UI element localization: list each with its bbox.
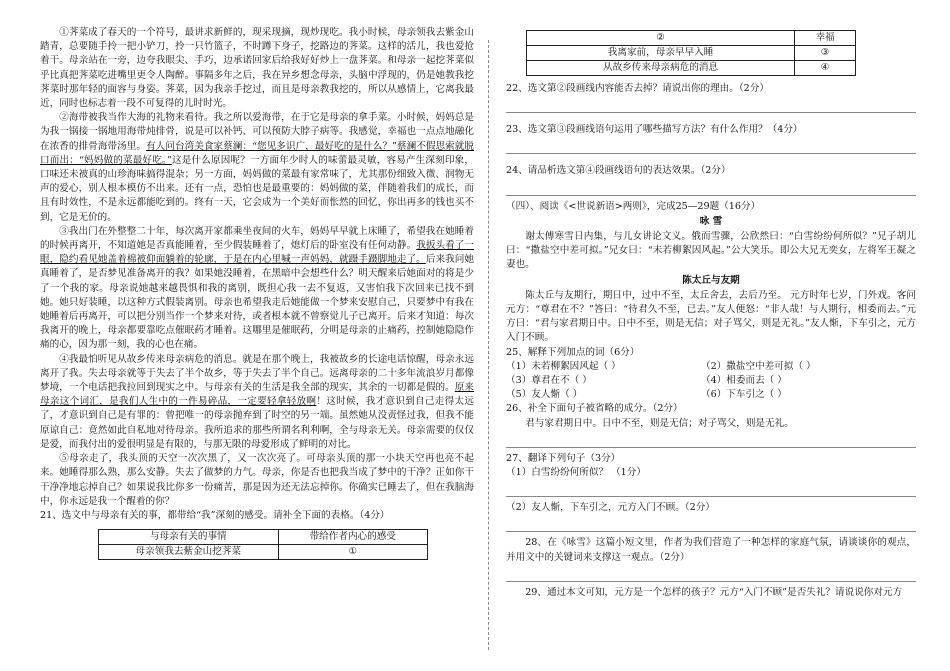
question-25-row	[506, 360, 916, 374]
paragraph-1: ①荠菜成了春天的一个符号，最讲求新鲜的，现采现摘，现炒现吃。我小时候，母亲领我去紫金山踏青，总要随手拎一把小铲刀，拎一只竹篮子，不时蹲下身子，挖路边的荠菜。这样的活儿，我也爱抢着干。母亲站在一旁，边夸我眼尖、手巧，边承诺回家后给我好好炒上一盘荠菜。和母亲一起挖荠菜似乎比真把荠菜吃进嘴里更令人陶醉。事隔多年之后，我在异乡想念母亲，头脑中浮现的，仍是她教我挖荠菜时那年轻的面容与身姿。荠菜，因为我亲手挖过，而且是母亲教我挖的，所以从感情上，它离我最近，同时也标志着一段不可复得的儿时时光。	[40, 27, 474, 110]
question-25: 25、解释下列加点的词（6分）	[506, 346, 640, 358]
question-26-text: 君与家君期日中。日中不至，则是无信；对子骂父，则是无礼。	[525, 417, 794, 429]
table-header-cell: 带给作者内心的感受	[278, 530, 427, 545]
paragraph-3-text-a: ③我出门在外整整二十年，每次离开家都乘坐夜间的火车，妈妈早早就上床睡了，希望我在她睡着的时候再离开，不知道她是否真能睡着，至少假装睡着了，熄灯后的卧室没有任何动静。	[40, 225, 474, 252]
section-4-heading: （四）、阅读《<世说新语>两则》，完成25—29题（16分）	[506, 200, 761, 212]
paragraph-3-text-b: 后来我问她真睡着了，是否梦见准备离开的我？如果她没睡着，在黑暗中会想些什么？明天醒来后她面对的将是少了一个我的家。母亲说她越来越畏惧和我的离别，既担心我一去不复返，又害怕我下次回来已找不到她。她只好装睡，以这种方式假装离别。母亲也希望我走后她能做一个梦来安慰自己，只要梦中有我在她睡着后再离开，可以把分别当作一个梦来对待，或者根本就不曾察觉儿子已离开。后来才知道：每次我离开的晚上，母亲都要靠吃点催眠药才睡着。这哪里是催眠药，分明是母亲的止痛药，控制她隐隐作痛的心，因为那一刻，我的心也在痛。	[40, 254, 475, 351]
table-cell: ②	[527, 31, 795, 46]
table-header-row	[99, 530, 428, 545]
question-25-row	[506, 374, 916, 388]
paragraph-2-underlined: 有人问台湾美食家蔡澜：“您见多识广，最好吃的是什么？”蔡澜不假思索就脱口而出：“妈妈做的菜最好吃。”	[40, 140, 475, 166]
answer-line[interactable]	[506, 565, 916, 582]
paragraph-2-text-a: ②海带被我当作大海的礼物来看待。我之所以爱海带，在于它是母亲的拿手菜。小时候，妈妈总是为我一锅接一锅地用海带炖排骨，说是可以补钙、可以预防大脖子病等。我感觉，幸福也一点点地融化在浓香的排骨海带汤里。	[40, 112, 474, 152]
question-25-item: （3）尊君在不（ ）	[506, 375, 592, 387]
paragraph-2-text-b: 这是什么原因呢？一方面年少时人的味蕾最灵敏，容易产生深刻印象，口味还未被真的山珍海味搞得混杂；另一方面，妈妈做的菜最有家常味了，尤其那份细致入微、润物无声的爱心，别人根本模仿不出来。还有一点，恐怕也是最重要的：妈妈做的菜，伴随着我们的成长，而且有时效性，不是永远都能吃到的。终有一天，它会成为一个美好而怅然的回忆，你出再多的钱也买不到，它是无价的。	[40, 154, 475, 223]
left-column	[40, 26, 474, 560]
question-25-item: （2）撒盐空中差可拟（ ）	[701, 360, 816, 372]
table-cell: ③	[795, 46, 856, 61]
question-25-item: （5）友人惭（ ）	[506, 389, 583, 401]
question-28: 28、在《咏雪》这篇小短文里，作者为我们营造了一种怎样的家庭气氛，请谈谈你的观点，并用文中的关键词来支撑这一观点。（2分）	[506, 537, 916, 563]
right-column	[506, 26, 916, 600]
answer-line[interactable]	[506, 515, 916, 532]
text-yongxue: 谢太傅寒雪日内集，与儿女讲论文义。俄而雪骤，公欣然曰：“白雪纷纷何所似？”兄子胡儿曰：“撒盐空中差可拟。”兄女曰：“未若柳絮因风起。”公大笑乐。即公大兄无奕女，左将军王凝之妻也。	[506, 231, 916, 271]
table-q21-left	[98, 529, 428, 560]
table-cell: 母亲领我去紫金山挖荠菜	[99, 545, 279, 560]
paragraph-4-text-b: ！这时候，我才意识到自己走得太远了，才意识到自己是有罪的：曾把唯一的母亲抛弃到了时空的另一端。虽然她从没责怪过我，但我不能原谅自己：竟然如此自私地对待母亲。我所追求的那些所谓名利利啊，全与母亲无关。母亲需要的仅仅是爱，而我付出的爱很明显是有限的，与那无限的母爱形成了鲜明的对比。	[40, 396, 475, 450]
question-23: 23、选文第③段画线语句运用了哪些描写方法？有什么作用？（4分）	[506, 124, 803, 136]
question-25-item: （1）未若柳絮因风起（ ）	[506, 360, 621, 372]
question-27: 27、翻译下列句子（3分）	[506, 452, 621, 464]
question-22: 22、选文第②段画线内容能否去掉？请说出你的理由。（2分）	[506, 83, 769, 94]
table-cell: ①	[278, 545, 427, 560]
table-row	[99, 545, 428, 560]
table-cell: 我离家前，母亲早早入睡	[527, 46, 795, 61]
text-title-yongxue: 咏 雪	[699, 215, 723, 227]
paragraph-4-text-a: ④我最怕听见从故乡传来母亲病危的消息。就是在那个晚上，我被故乡的长途电话惊醒，母亲永远离开了我。失去母亲就等于失去了半个故乡，等于失去了半个自己。远离母亲的二十多年流浪岁月都像梦境，一个电话把我拉回到现实之中。与母亲有关的生活是我全部的现实，其余的一切都是假的。	[40, 353, 474, 394]
question-27-1: （1）白雪纷纷何所似？ （1分）	[506, 467, 646, 479]
paragraph-2	[40, 111, 474, 225]
answer-line[interactable]	[506, 137, 916, 154]
table-row	[527, 46, 856, 61]
question-25-item: （6）下车引之（ ）	[701, 389, 787, 401]
table-cell: 从故乡传来母亲病危的消息	[527, 61, 795, 76]
question-25-item: （4）相委而去（ ）	[701, 375, 787, 387]
question-26: 26、补全下面句子被省略的成分。（2分）	[506, 403, 683, 415]
paragraph-5: ⑤母亲走了，我头顶的天空一次次黑了，又一次次亮了。可母亲头顶的那一小块天空再也亮不起来。她睡得那么熟，那么安静。失去了做梦的力气。母亲，你是否也把我当成了梦中的干净？正如你干干净净地忘掉自己？如果说我比你多一份痛苦，那是因为还无法忘掉你。你确实已睡去了，但在我脑海中，你永远是我一个醒着的你？	[40, 453, 474, 507]
text-title-chentaiqiu: 陈太丘与友期	[682, 274, 740, 286]
paragraph-3	[40, 225, 474, 353]
column-divider	[488, 40, 489, 650]
paragraph-4-underlined: 原来母亲这个词汇，是我们人生中的一件易碎品，一定要轻拿轻放啊	[40, 382, 475, 408]
paragraph-4	[40, 353, 474, 452]
paragraph-3-underlined: 我扳头看了一眼，隐约看见她盖着棉被仰面躺着的轮廓，于是在内心里喊一声妈妈，就蹑手蹑脚地走了。	[40, 240, 475, 266]
question-29: 29、通过本文可知，元方是一个怎样的孩子？元方“入门不顾”是否失礼？请说说你对元方	[525, 586, 903, 598]
table-header-cell: 与母亲有关的事情	[99, 530, 279, 545]
answer-line[interactable]	[506, 96, 916, 113]
table-row	[527, 31, 856, 46]
answer-line[interactable]	[506, 179, 916, 196]
table-cell: ④	[795, 61, 856, 76]
question-25-row	[506, 388, 916, 402]
table-q21-right	[526, 30, 856, 76]
question-21: 21、选文中与母亲有关的事，都带给“我”深刻的感受。请补全下面的表格。（4分）	[40, 509, 390, 521]
answer-line[interactable]	[506, 480, 916, 497]
table-row	[527, 61, 856, 76]
answer-line[interactable]	[506, 431, 916, 448]
text-chentaiqiu: 陈太丘与友期行，期日中，过中不至，太丘舍去，去后乃至。 元方时年七岁，门外戏。客问元方：“尊君在不？”答曰：“待君久不至，已去。”友人便怒：“非人哉！与人期行，相委而去。”元方曰：“君与家君期日中。日中不至，则是无信；对子骂父，则是无礼。”友人惭，下车引之，元方入门不顾。	[506, 289, 916, 344]
question-27-2: （2）友人惭，下车引之，元方入门不顾。（2分）	[506, 502, 715, 514]
question-24: 24、请品析选文第④段画线语句的表达效果。（2分）	[506, 165, 731, 177]
table-cell: 幸福	[795, 31, 856, 46]
